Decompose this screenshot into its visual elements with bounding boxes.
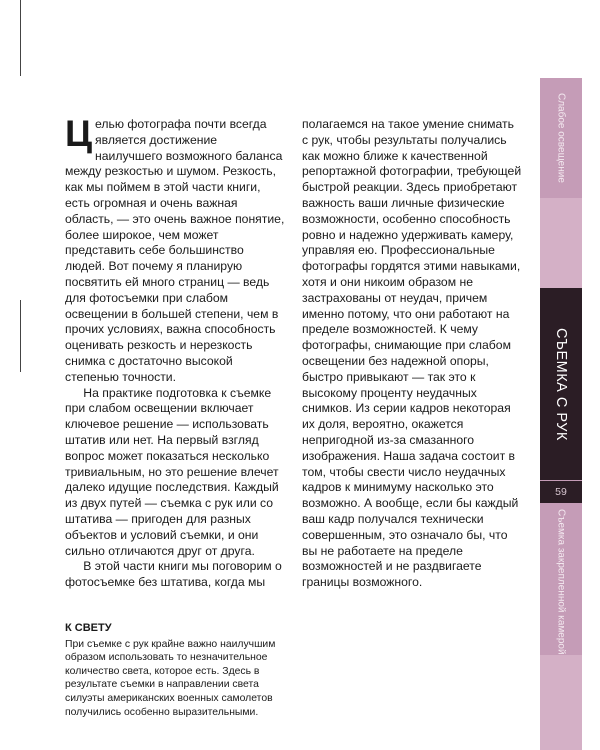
tab-stabilized[interactable] [540, 503, 582, 655]
tab-stabilized-label: Съемка закрепленной камерой [555, 509, 567, 655]
paragraph-intro [65, 113, 285, 386]
body-column-left [65, 113, 285, 591]
tab-low-light-label: Слабое освещение [555, 93, 567, 183]
page-number: 59 [540, 480, 582, 503]
tab-low-light[interactable] [540, 78, 582, 198]
paragraph-chapter-scope: В этой части книги мы поговорим о фотосъемке без штатива, когда мы [65, 559, 282, 590]
caption-title: К СВЕТУ [65, 622, 112, 634]
paragraph-handheld-skills: полагаемся на такое умение снимать с рук, чтобы результаты получались как можно ближе к качественной репортажной фотографии, требующей быстрой реакции. Здесь приобретают важность ваши личные физические возможности, особенно способность ровно и надежно удерживать камеру, управляя ею. Профессиональные фотографы гордятся этими навыками, хотя и они никоим образом не застрахованы от неудач, причем именно потому, что они работают на пределе возможностей. К чему фотографы, снимающие при слабом освещении без надежной опоры, быстро привыкают — так это к высокому проценту неудачных снимков. Из серии кадров некоторая их доля, вероятно, окажется непригодной из-за смазанного изображения. Наша задача состоит в том, чтобы свести число неудачных кадров к минимуму насколько это возможно. А вообще, если бы каждый ваш кадр получался технически совершенным, это означало бы, что вы не работаете на пределе возможностей и не раздвигаете границы возможного. [302, 117, 522, 590]
crop-mark-middle [20, 300, 21, 372]
crop-mark-top [20, 0, 21, 76]
tab-spacer-lower [540, 655, 582, 750]
body-column-right [302, 117, 522, 591]
photo-caption [65, 622, 285, 719]
tab-handheld-label: СЪЕМКА С РУК [553, 327, 569, 441]
drop-cap: Ц [65, 113, 93, 154]
paragraph-intro-text: елью фотографа почти всегда является достижение наилучшего возможного баланса между резкостью и шумом. Резкость, как мы поймем в этой части книги, есть огромная и очень важная область, — это очень важное понятие, более широкое, чем может представить себе большинство людей. Вот почему я планирую посвятить ей много страниц — ведь для фотосъемки при слабом освещении в большей степени, чем в прочих условиях, важна способность оценивать резкость и нерезкость снимка с достаточно высокой степенью точности. [65, 117, 285, 384]
caption-text: При съемке с рук крайне важно наилучшим образом использовать то незначительное количество света, которое есть. Здесь в результате съемки в направлении света силуэты американских военных самолетов получились особенно выразительными. [65, 638, 276, 718]
paragraph-tripod-decision: На практике подготовка к съемке при слабом освещении включает ключевое решение — использовать штатив или нет. На первый взгляд вопрос может показаться несколько тривиальным, но это решение влечет далеко идущие последствия. Каждый из двух путей — съемка с рук или со штатива — пригоден для разных объектов и условий съемки, и они сильно отличаются друг от друга. [65, 385, 279, 558]
tab-spacer-upper [540, 198, 582, 288]
tab-handheld[interactable] [540, 288, 582, 480]
